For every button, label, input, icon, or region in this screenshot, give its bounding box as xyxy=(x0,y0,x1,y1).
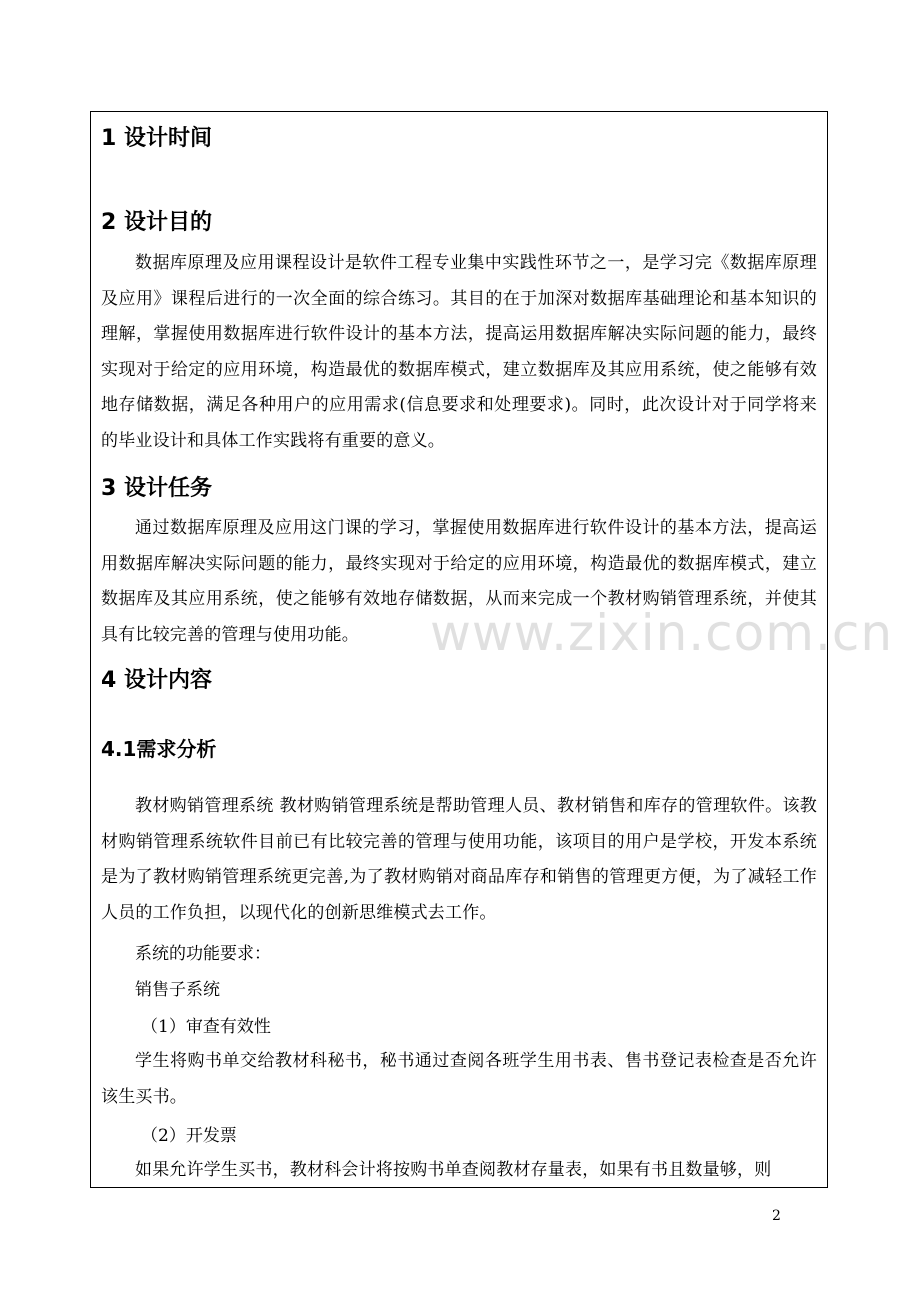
page-number: 2 xyxy=(772,1208,781,1224)
item-issue-invoice: （2）开发票 xyxy=(141,1126,237,1146)
paragraph-design-task: 通过数据库原理及应用这门课的学习，掌握使用数据库进行软件设计的基本方法，提高运用数据库解决实际问题的能力，最终实现对于给定的应用环境，构造最优的数据库模式，建立数据库及其应用系统，使之能够有效地存储数据，从而来完成一个教材购销管理系统，并使其具有比较完善的管理与使用功能。 xyxy=(101,518,817,645)
heading-requirements-analysis: 4.1需求分析 xyxy=(101,737,217,761)
watermark-text: www.zixin.com.cn xyxy=(430,604,894,662)
heading-design-task: 3 设计任务 xyxy=(101,476,212,501)
heading-design-purpose: 2 设计目的 xyxy=(101,210,212,235)
paragraph-requirements-analysis: 教材购销管理系统 教材购销管理系统是帮助管理人员、教材销售和库存的管理软件。该教材购销管理系统软件目前已有比较完善的管理与使用功能，该项目的用户是学校，开发本系统是为了教材购销管理系统更完善,为了教材购销对商品库存和销售的管理更方便，为了减轻工作人员的工作负担，以现代化的创新思维模式去工作。 xyxy=(101,796,817,923)
content-frame xyxy=(90,111,828,1188)
label-sales-subsystem: 销售子系统 xyxy=(135,980,220,1000)
paragraph-issue-invoice: 如果允许学生买书，教材科会计将按购书单查阅教材存量表，如果有书且数量够，则 xyxy=(135,1160,772,1180)
label-functional-requirements: 系统的功能要求： xyxy=(135,944,271,964)
item-validity-check: （1）审查有效性 xyxy=(141,1017,271,1037)
paragraph-validity-check: 学生将购书单交给教材科秘书，秘书通过查阅各班学生用书表、售书登记表检查是否允许该生买书。 xyxy=(101,1051,817,1107)
heading-design-time: 1 设计时间 xyxy=(101,126,212,151)
paragraph-design-purpose: 数据库原理及应用课程设计是软件工程专业集中实践性环节之一，是学习完《数据库原理及应用》课程后进行的一次全面的综合练习。其目的在于加深对数据库基础理论和基本知识的理解，掌握使用数据库进行软件设计的基本方法，提高运用数据库解决实际问题的能力，最终实现对于给定的应用环境，构造最优的数据库模式，建立数据库及其应用系统，使之能够有效地存储数据，满足各种用户的应用需求(信息要求和处理要求)。同时，此次设计对于同学将来的毕业设计和具体工作实践将有重要的意义。 xyxy=(101,253,817,451)
heading-design-content: 4 设计内容 xyxy=(101,668,212,693)
